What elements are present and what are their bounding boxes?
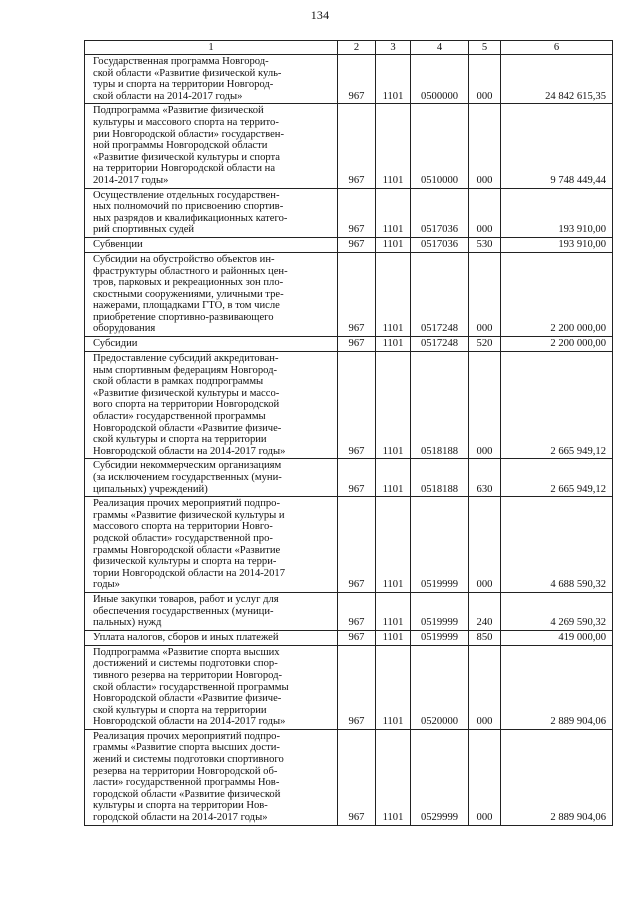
row-name-line: годы»: [93, 579, 120, 591]
row-name-line: оборудования: [93, 323, 156, 335]
budget-table: [84, 40, 613, 826]
gr-code-cell: 967: [338, 729, 376, 825]
row-name-line: Новгородской области «Развитие физиче-: [93, 693, 282, 705]
amount-cell: 4 688 590,32: [501, 497, 613, 593]
row-name-line: Иные закупки товаров, работ и услуг для: [93, 593, 279, 605]
row-name-line: ской культуры и спорта на территории: [93, 434, 267, 446]
section-code-cell: 1101: [376, 645, 411, 729]
row-name-line: культуры и спорта на территории Нов-: [93, 800, 268, 812]
section-code-cell: 1101: [376, 337, 411, 352]
row-name-line: физической культуры и спорта на терри-: [93, 556, 277, 568]
section-code-cell: 1101: [376, 252, 411, 336]
amount-cell: 193 910,00: [501, 188, 613, 237]
amount-cell: 24 842 615,35: [501, 55, 613, 104]
row-name-line: городской области «Развитие физической: [93, 788, 281, 800]
row-name-line: Новгородской области на 2014-2017 годы»: [93, 716, 286, 728]
expense-type-cell: 000: [469, 188, 501, 237]
row-name-line: 2014-2017 годы»: [93, 174, 169, 186]
row-name-line: туры и спорта на территории Новгород-: [93, 79, 274, 91]
row-name-line: ных разрядов и квалификационных катего-: [93, 212, 288, 224]
row-name-line: скостными сооружениями, уличными тре-: [93, 288, 284, 300]
gr-code-cell: 967: [338, 337, 376, 352]
table-row: [85, 645, 613, 729]
row-name-line: Субсидии: [93, 338, 138, 350]
row-name-line: обеспечения государственных (муници-: [93, 605, 274, 617]
target-article-cell: 0517248: [411, 252, 469, 336]
header-row: [85, 41, 613, 55]
row-name-line: родской области» государственной про-: [93, 532, 273, 544]
expense-type-cell: 000: [469, 55, 501, 104]
gr-code-cell: 967: [338, 55, 376, 104]
table-row: [85, 630, 613, 645]
row-name-cell: [85, 592, 338, 630]
target-article-cell: 0518188: [411, 352, 469, 459]
row-name-line: области» государственной программы: [93, 411, 266, 423]
row-name-line: массового спорта на территории Новго-: [93, 521, 273, 533]
gr-code-cell: 967: [338, 352, 376, 459]
table-row: [85, 337, 613, 352]
section-code-cell: 1101: [376, 630, 411, 645]
amount-cell: 2 889 904,06: [501, 645, 613, 729]
row-name-line: Предоставление субсидий аккредитован-: [93, 353, 279, 365]
row-name-line: «Развитие физической культуры и массо-: [93, 387, 280, 399]
row-name-cell: [85, 104, 338, 188]
section-code-cell: 1101: [376, 55, 411, 104]
row-name-line: нажерами, площадками ГТО, в том числе: [93, 300, 280, 312]
expense-type-cell: 000: [469, 252, 501, 336]
target-article-cell: 0519999: [411, 630, 469, 645]
amount-cell: 2 200 000,00: [501, 252, 613, 336]
expense-type-cell: 630: [469, 459, 501, 497]
row-name-line: рий спортивных судей: [93, 224, 195, 236]
target-article-cell: 0500000: [411, 55, 469, 104]
row-name-line: Осуществление отдельных государствен-: [93, 189, 280, 201]
row-name-cell: [85, 645, 338, 729]
gr-code-cell: 967: [338, 188, 376, 237]
expense-type-cell: 000: [469, 497, 501, 593]
row-name-line: ской области на 2014-2017 годы»: [93, 90, 243, 102]
table-row: [85, 104, 613, 188]
section-code-cell: 1101: [376, 497, 411, 593]
row-name-line: пальных) нужд: [93, 617, 162, 629]
row-name-cell: [85, 237, 338, 252]
row-name-cell: [85, 630, 338, 645]
row-name-line: ласти» государственной программы Нов-: [93, 777, 280, 789]
table-body: [85, 55, 613, 826]
row-name-line: Реализация прочих мероприятий подпро-: [93, 730, 280, 742]
table-row: [85, 188, 613, 237]
row-name-line: приобретение спортивно-развивающего: [93, 311, 274, 323]
row-name-cell: [85, 337, 338, 352]
row-name-line: Субсидии на обустройство объектов ин-: [93, 253, 275, 265]
row-name-cell: [85, 188, 338, 237]
expense-type-cell: 530: [469, 237, 501, 252]
header-cell-6: 6: [501, 41, 613, 55]
target-article-cell: 0517248: [411, 337, 469, 352]
row-name-line: Государственная программа Новгород-: [93, 56, 269, 67]
row-name-cell: [85, 55, 338, 104]
section-code-cell: 1101: [376, 352, 411, 459]
row-name-line: ской области в рамках подпрограммы: [93, 376, 264, 388]
amount-cell: 419 000,00: [501, 630, 613, 645]
header-cell-3: 3: [376, 41, 411, 55]
expense-type-cell: 520: [469, 337, 501, 352]
row-name-line: культуры и массового спорта на террито-: [93, 116, 279, 128]
expense-type-cell: 000: [469, 104, 501, 188]
table-row: [85, 729, 613, 825]
table-row: [85, 252, 613, 336]
row-name-cell: [85, 497, 338, 593]
amount-cell: 9 748 449,44: [501, 104, 613, 188]
target-article-cell: 0517036: [411, 188, 469, 237]
row-name-line: жений и системы подготовки спортивного: [93, 754, 284, 766]
row-name-line: ных полномочий по присвоению спортив-: [93, 201, 284, 213]
row-name-line: граммы Новгородской области «Развитие: [93, 544, 281, 556]
row-name-cell: [85, 252, 338, 336]
table-row: [85, 497, 613, 593]
target-article-cell: 0519999: [411, 592, 469, 630]
row-name-cell: [85, 729, 338, 825]
expense-type-cell: 000: [469, 729, 501, 825]
table-row: [85, 352, 613, 459]
target-article-cell: 0520000: [411, 645, 469, 729]
gr-code-cell: 967: [338, 252, 376, 336]
row-name-line: тории Новгородской области на 2014-2017: [93, 567, 285, 579]
row-name-line: Субвенции: [93, 238, 143, 250]
row-name-cell: [85, 352, 338, 459]
gr-code-cell: 967: [338, 104, 376, 188]
row-name-line: на территории Новгородской области на: [93, 163, 276, 175]
header-cell-4: 4: [411, 41, 469, 55]
row-name-line: фраструктуры областного и районных цен-: [93, 265, 288, 277]
expense-type-cell: 240: [469, 592, 501, 630]
gr-code-cell: 967: [338, 645, 376, 729]
row-name-line: ципальных) учреждений): [93, 483, 208, 495]
row-name-line: (за исключением государственных (муни-: [93, 472, 282, 483]
row-name-line: Подпрограмма «Развитие физической: [93, 105, 264, 117]
expense-type-cell: 000: [469, 352, 501, 459]
section-code-cell: 1101: [376, 237, 411, 252]
gr-code-cell: 967: [338, 630, 376, 645]
expense-type-cell: 850: [469, 630, 501, 645]
row-name-line: тивного резерва на территории Новгород-: [93, 669, 283, 681]
table-row: [85, 592, 613, 630]
section-code-cell: 1101: [376, 459, 411, 497]
row-name-line: ской области» государственной программы: [93, 681, 289, 693]
row-name-line: Новгородской области «Развитие физиче-: [93, 422, 282, 434]
gr-code-cell: 967: [338, 459, 376, 497]
row-name-line: «Развитие физической культуры и спорта: [93, 151, 280, 163]
amount-cell: 4 269 590,32: [501, 592, 613, 630]
target-article-cell: 0517036: [411, 237, 469, 252]
row-name-line: Реализация прочих мероприятий подпро-: [93, 498, 280, 510]
row-name-line: ной программы Новгородской области: [93, 140, 268, 152]
amount-cell: 2 889 904,06: [501, 729, 613, 825]
section-code-cell: 1101: [376, 592, 411, 630]
header-cell-1: 1: [85, 41, 338, 55]
section-code-cell: 1101: [376, 729, 411, 825]
table-row: [85, 237, 613, 252]
row-name-line: Уплата налогов, сборов и иных платежей: [93, 631, 279, 643]
target-article-cell: 0519999: [411, 497, 469, 593]
target-article-cell: 0529999: [411, 729, 469, 825]
row-name-line: Новгородской области на 2014-2017 годы»: [93, 445, 286, 457]
section-code-cell: 1101: [376, 104, 411, 188]
section-code-cell: 1101: [376, 188, 411, 237]
row-name-line: тров, парковых и рекреационных зон пло-: [93, 277, 284, 289]
row-name-line: граммы «Развитие спорта высших дости-: [93, 742, 280, 754]
gr-code-cell: 967: [338, 497, 376, 593]
row-name-line: Субсидии некоммерческим организациям: [93, 460, 282, 472]
row-name-line: достижений и системы подготовки спор-: [93, 658, 278, 670]
row-name-line: вого спорта на территории Новгородской: [93, 399, 280, 411]
table-row: [85, 55, 613, 104]
row-name-line: резерва на территории Новгородской об-: [93, 765, 278, 777]
amount-cell: 2 200 000,00: [501, 337, 613, 352]
row-name-line: городской области на 2014-2017 годы»: [93, 812, 268, 824]
row-name-line: граммы «Развитие физической культуры и: [93, 509, 285, 521]
gr-code-cell: 967: [338, 592, 376, 630]
header-cell-2: 2: [338, 41, 376, 55]
row-name-line: ным спортивным федерациям Новгород-: [93, 364, 278, 376]
page-number: 134: [310, 8, 330, 22]
target-article-cell: 0510000: [411, 104, 469, 188]
header-cell-5: 5: [469, 41, 501, 55]
amount-cell: 2 665 949,12: [501, 459, 613, 497]
row-name-line: ской культуры и спорта на территории: [93, 704, 267, 716]
amount-cell: 193 910,00: [501, 237, 613, 252]
expense-type-cell: 000: [469, 645, 501, 729]
row-name-line: Подпрограмма «Развитие спорта высших: [93, 646, 280, 658]
amount-cell: 2 665 949,12: [501, 352, 613, 459]
table-row: [85, 459, 613, 497]
target-article-cell: 0518188: [411, 459, 469, 497]
row-name-cell: [85, 459, 338, 497]
gr-code-cell: 967: [338, 237, 376, 252]
row-name-line: рии Новгородской области» государствен-: [93, 128, 284, 140]
row-name-line: ской области «Развитие физической куль-: [93, 67, 282, 79]
